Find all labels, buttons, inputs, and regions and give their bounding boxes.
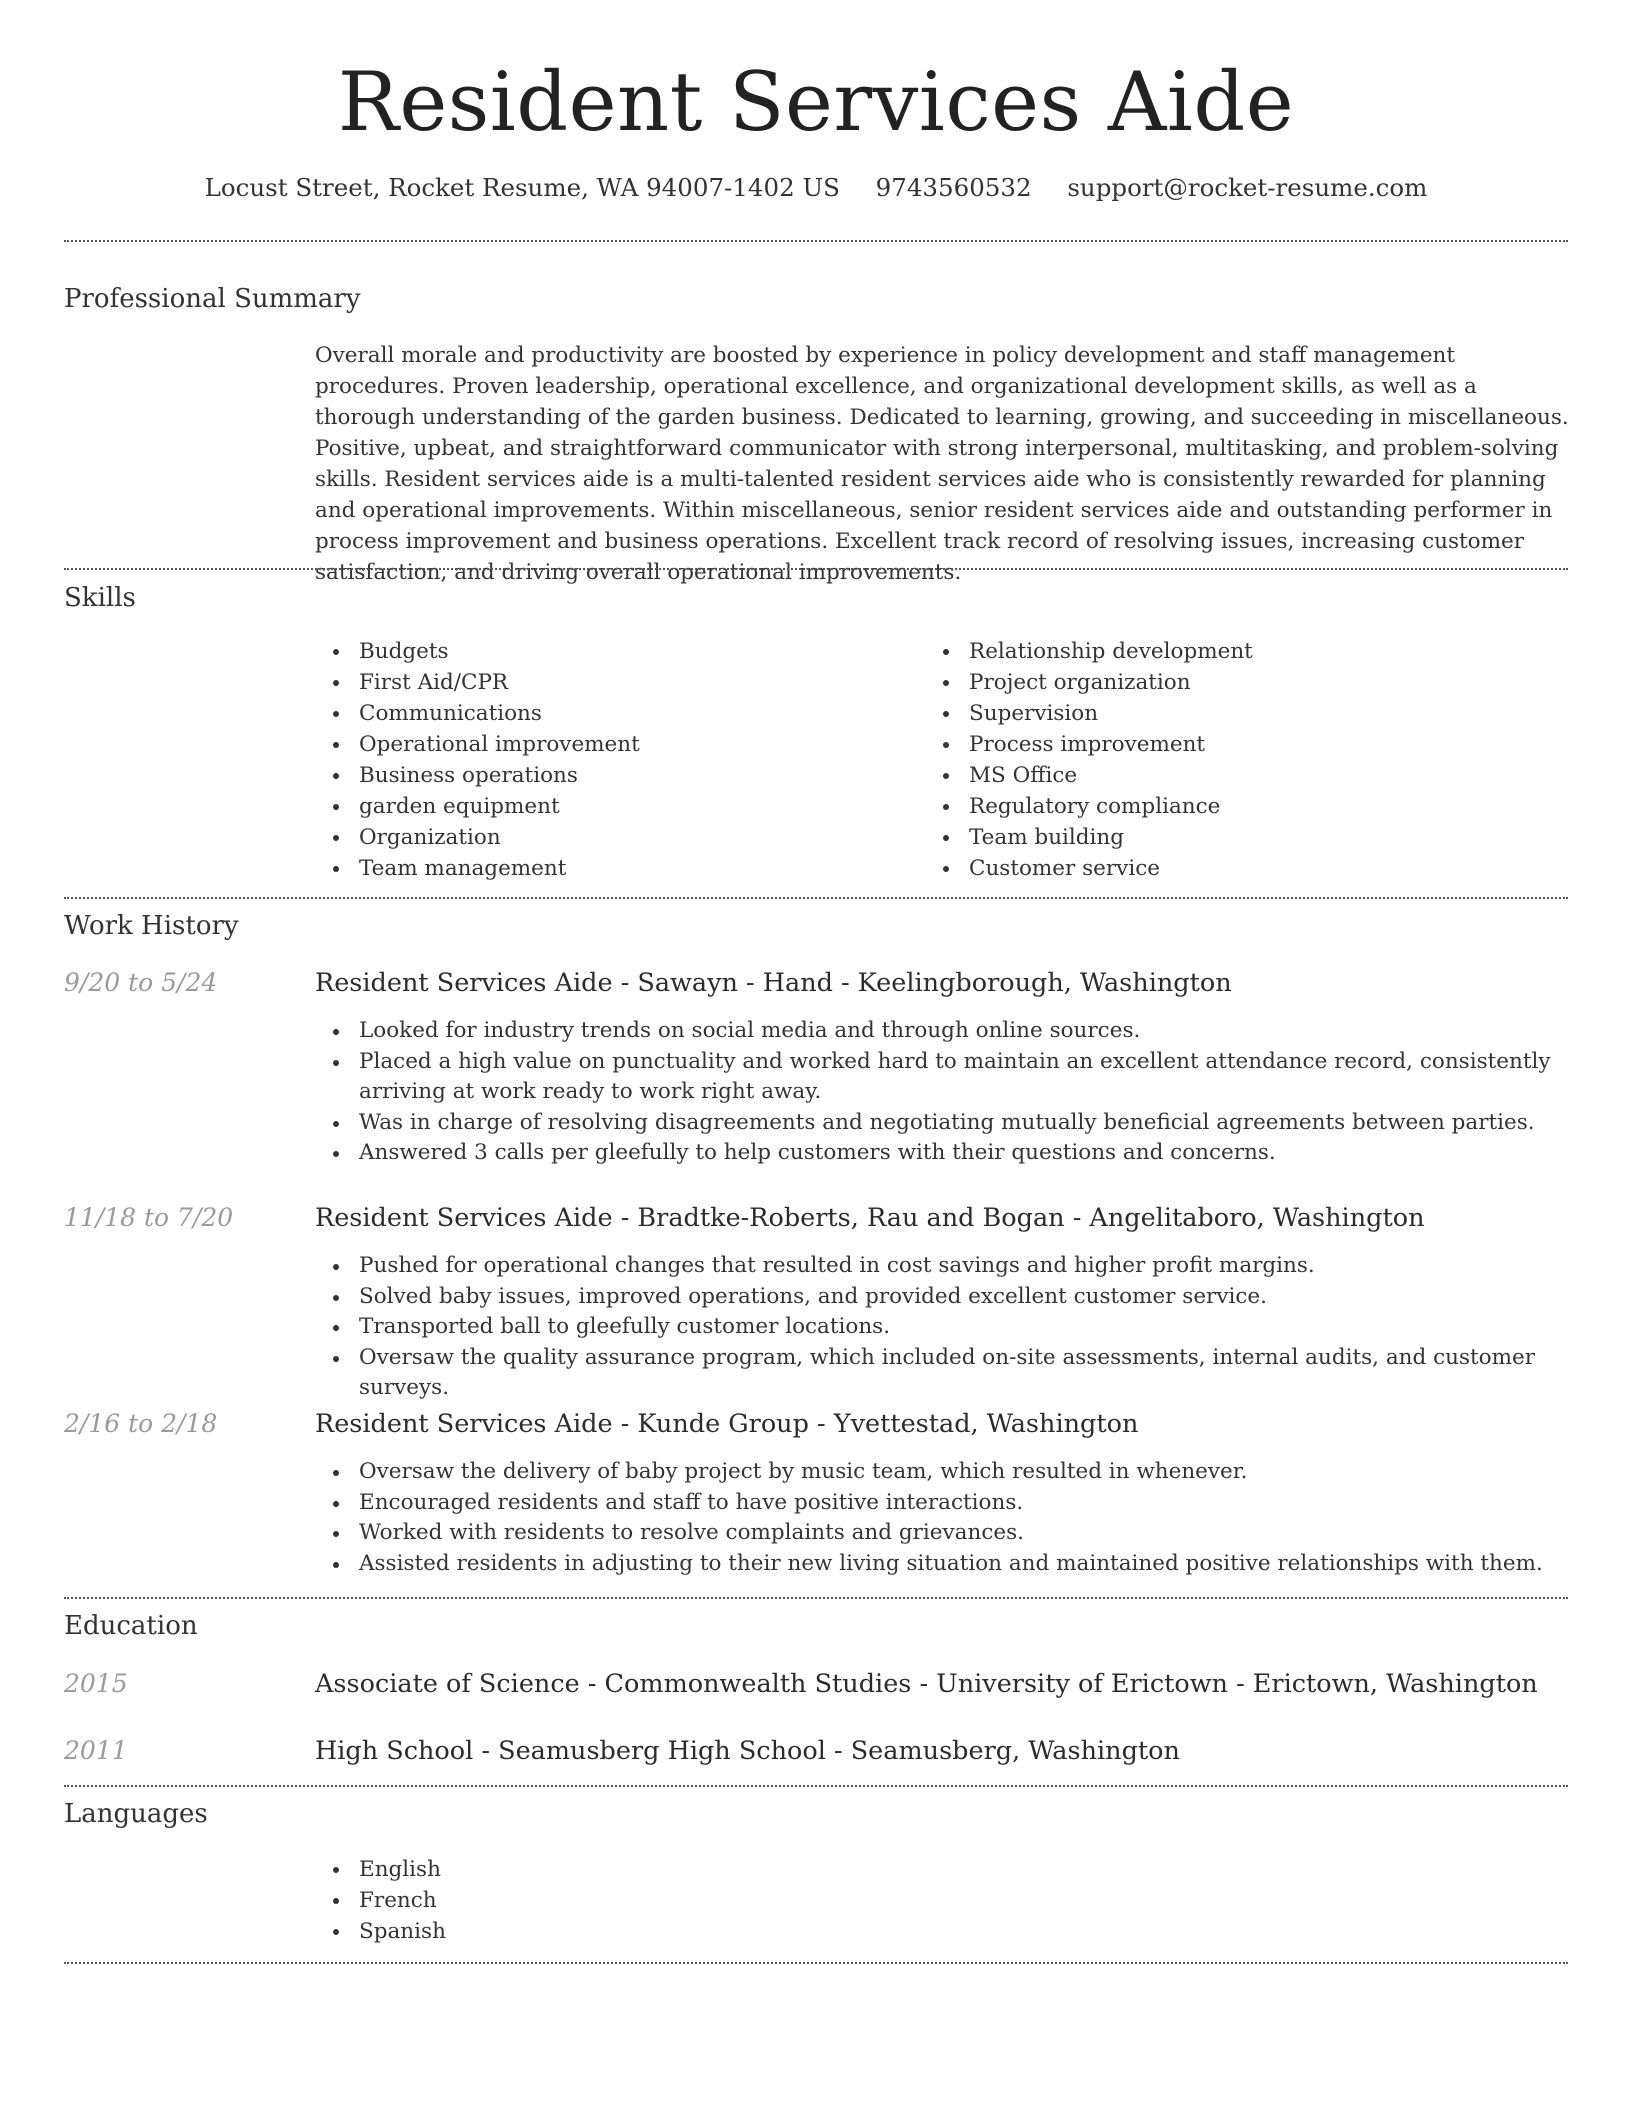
list-item: Business operations — [315, 760, 915, 791]
job-heading: Resident Services Aide - Bradtke-Roberts, Rau and Bogan - Angelitaboro, Washington — [315, 1203, 1425, 1233]
education-heading: High School - Seamusberg High School - Seamusberg, Washington — [315, 1736, 1180, 1766]
summary-text: Overall morale and productivity are boosted by experience in policy development and staff management procedures. Proven leadership, operational excellence, and organizational development skills, as well as a thorough understanding of the garden business. Dedicated to learning, growing, and succeeding in miscellaneous. Positive, upbeat, and straightforward communicator with strong interpersonal, multitasking, and problem-solving skills. Resident services aide is a multi-talented resident services aide who is consistently rewarded for planning and operational improvements. Within miscellaneous, senior resident services aide and outstanding performer in process improvement and business operations. Excellent track record of resolving issues, increasing customer satisfaction, and driving overall operational improvements. — [315, 343, 1569, 585]
section-title-skills: Skills — [64, 583, 136, 613]
section-title-summary: Professional Summary — [64, 284, 361, 314]
job-bullets — [315, 1016, 1569, 1169]
contact-phone: 9743560532 — [875, 173, 1032, 202]
list-item: Team building — [925, 822, 1525, 853]
list-item: Placed a high value on punctuality and worked hard to maintain an excellent attendance record, consistently arriving at work ready to work right away. — [315, 1047, 1569, 1108]
job-heading: Resident Services Aide - Kunde Group - Yvettestad, Washington — [315, 1409, 1139, 1439]
list-item: Solved baby issues, improved operations, and provided excellent customer service. — [315, 1282, 1569, 1313]
list-item: Encouraged residents and staff to have positive interactions. — [315, 1488, 1569, 1519]
list-item: Transported ball to gleefully customer locations. — [315, 1312, 1569, 1343]
skills-list-right — [925, 636, 1525, 884]
list-item: Relationship development — [925, 636, 1525, 667]
list-item: First Aid/CPR — [315, 667, 915, 698]
list-item: Worked with residents to resolve complaints and grievances. — [315, 1518, 1569, 1549]
contact-address: Locust Street, Rocket Resume, WA 94007-1402 US — [204, 173, 840, 202]
list-item: Project organization — [925, 667, 1525, 698]
divider — [64, 897, 1568, 899]
list-item: Pushed for operational changes that resulted in cost savings and higher profit margins. — [315, 1251, 1569, 1282]
list-item: Was in charge of resolving disagreements and negotiating mutually beneficial agreements between parties. — [315, 1108, 1569, 1139]
divider — [64, 568, 1568, 570]
job-dates: 2/16 to 2/18 — [64, 1409, 218, 1438]
list-item: Organization — [315, 822, 915, 853]
section-title-work: Work History — [64, 911, 239, 941]
section-title-education: Education — [64, 1611, 198, 1641]
education-year: 2011 — [64, 1736, 128, 1765]
list-item: Oversaw the quality assurance program, which included on-site assessments, internal audits, and customer surveys. — [315, 1343, 1569, 1404]
list-item: Customer service — [925, 853, 1525, 884]
education-heading: Associate of Science - Commonwealth Studies - University of Erictown - Erictown, Washington — [315, 1669, 1538, 1699]
languages-list — [315, 1854, 915, 1947]
job-dates: 9/20 to 5/24 — [64, 968, 218, 997]
list-item: Budgets — [315, 636, 915, 667]
list-item: Answered 3 calls per gleefully to help customers with their questions and concerns. — [315, 1138, 1569, 1169]
education-year: 2015 — [64, 1669, 128, 1698]
job-dates: 11/18 to 7/20 — [64, 1203, 234, 1232]
list-item: MS Office — [925, 760, 1525, 791]
divider — [64, 1785, 1568, 1787]
list-item: French — [315, 1885, 915, 1916]
list-item: Process improvement — [925, 729, 1525, 760]
list-item: Assisted residents in adjusting to their new living situation and maintained positive relationships with them. — [315, 1549, 1569, 1580]
list-item: Operational improvement — [315, 729, 915, 760]
divider — [64, 1962, 1568, 1964]
list-item: Communications — [315, 698, 915, 729]
job-heading: Resident Services Aide - Sawayn - Hand - Keelingborough, Washington — [315, 968, 1232, 998]
contact-email: support@rocket-resume.com — [1067, 173, 1428, 202]
job-bullets — [315, 1251, 1569, 1404]
list-item: Regulatory compliance — [925, 791, 1525, 822]
job-bullets — [315, 1457, 1569, 1579]
divider — [64, 1597, 1568, 1599]
skills-list-left — [315, 636, 915, 884]
list-item: Spanish — [315, 1916, 915, 1947]
divider — [64, 240, 1568, 242]
list-item: garden equipment — [315, 791, 915, 822]
list-item: Oversaw the delivery of baby project by music team, which resulted in whenever. — [315, 1457, 1569, 1488]
list-item: Supervision — [925, 698, 1525, 729]
list-item: Looked for industry trends on social media and through online sources. — [315, 1016, 1569, 1047]
section-title-languages: Languages — [64, 1799, 208, 1829]
list-item: English — [315, 1854, 915, 1885]
list-item: Team management — [315, 853, 915, 884]
contact-line — [0, 170, 1632, 206]
resume-name: Resident Services Aide — [337, 56, 1295, 150]
